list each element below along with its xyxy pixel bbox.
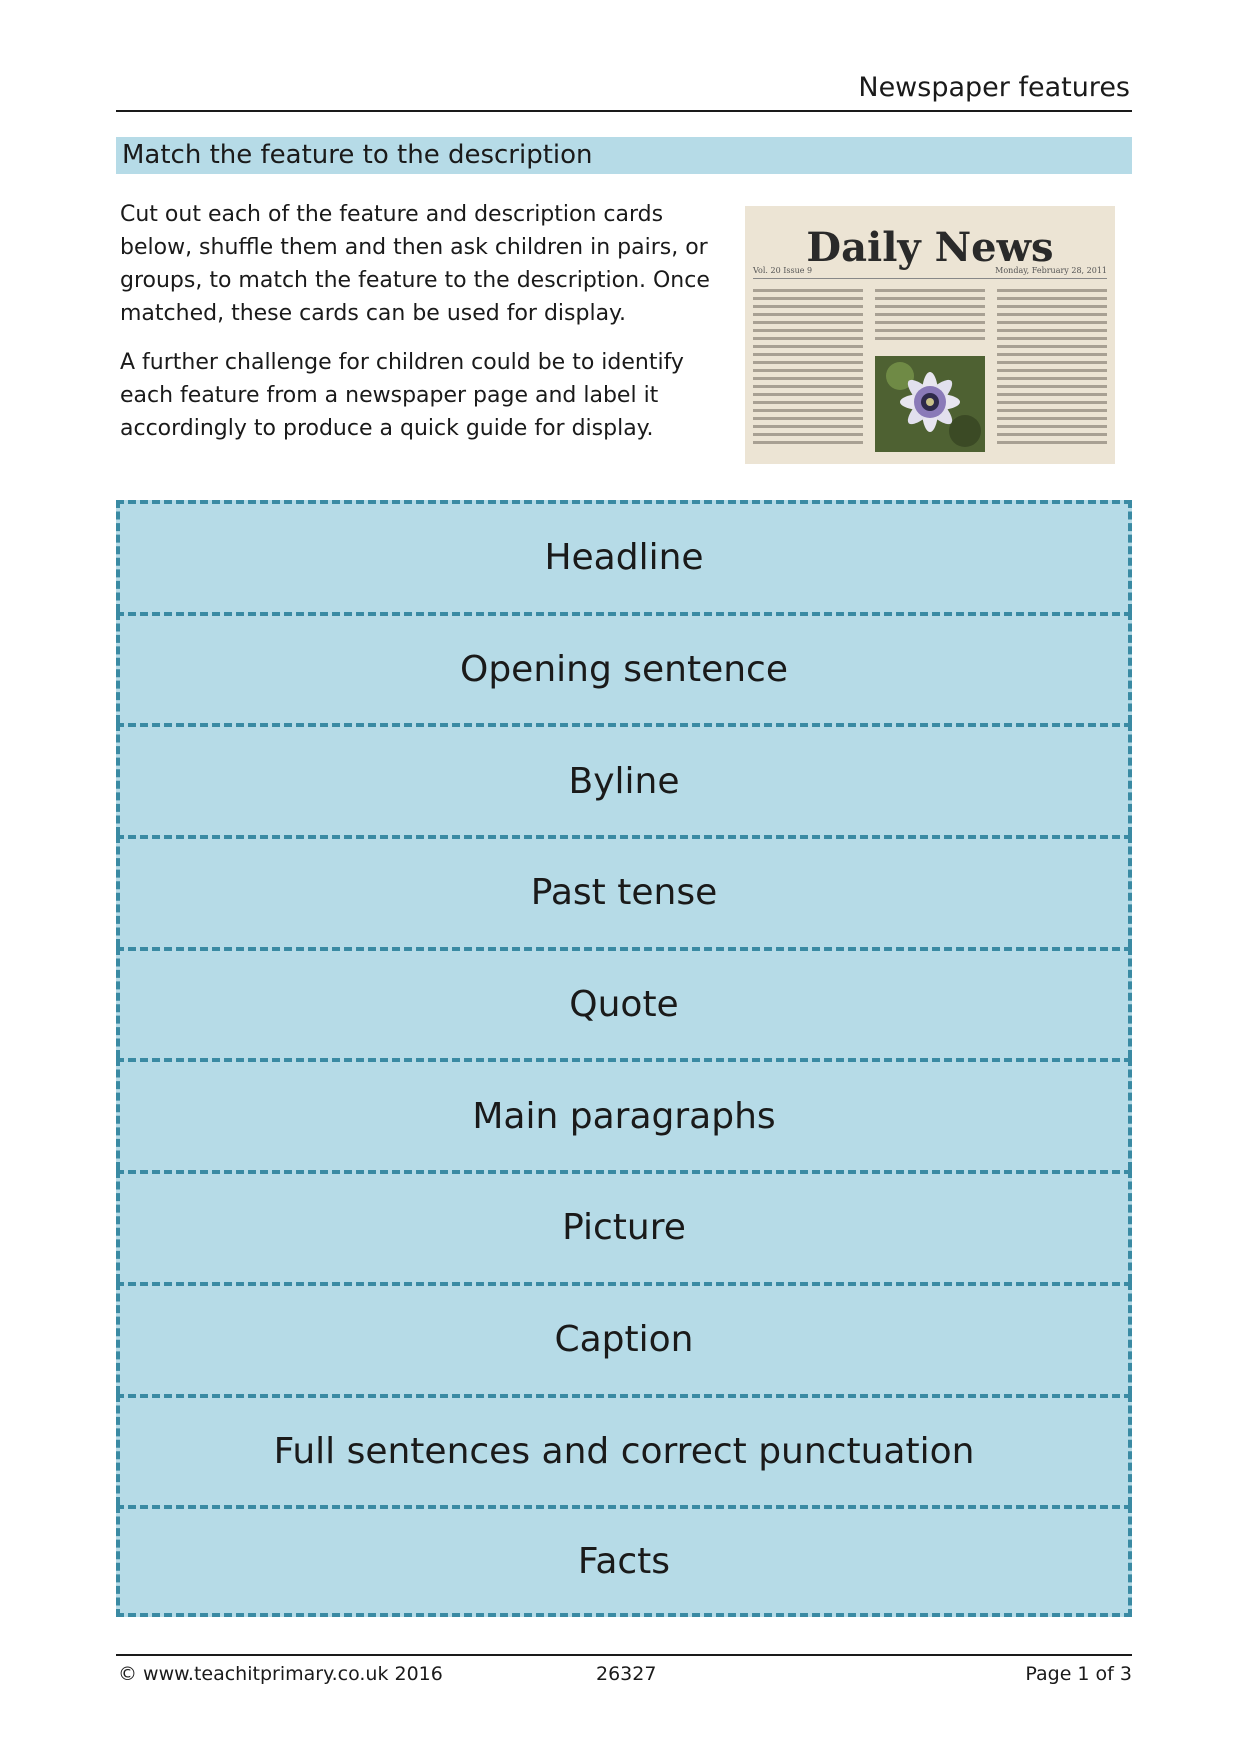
feature-card: Full sentences and correct punctuation <box>116 1394 1132 1506</box>
newspaper-masthead: Daily News <box>806 224 1054 271</box>
feature-cards <box>116 500 1132 1617</box>
feature-card: Facts <box>116 1505 1132 1617</box>
footer-copyright: © www.teachitprimary.co.uk 2016 <box>118 1663 443 1685</box>
feature-card: Caption <box>116 1282 1132 1394</box>
newspaper-rule <box>753 278 1107 279</box>
footer-resource-code: 26327 <box>596 1663 657 1685</box>
newspaper-flower-photo <box>875 356 985 452</box>
feature-card: Headline <box>116 500 1132 612</box>
feature-card: Main paragraphs <box>116 1058 1132 1170</box>
newspaper-issue: Vol. 20 Issue 9 <box>753 266 813 275</box>
section-heading: Match the feature to the description <box>122 140 593 170</box>
footer-divider <box>116 1654 1132 1656</box>
feature-card: Quote <box>116 947 1132 1059</box>
newspaper-image <box>745 206 1115 464</box>
section-heading-bar <box>116 137 1132 174</box>
newspaper-column-3 <box>997 284 1107 459</box>
intro-text <box>120 198 720 461</box>
feature-card: Opening sentence <box>116 612 1132 724</box>
newspaper-column-1 <box>753 284 863 459</box>
newspaper-date: Monday, February 28, 2011 <box>995 266 1107 275</box>
feature-card: Picture <box>116 1170 1132 1282</box>
intro-paragraph-1: Cut out each of the feature and description cards below, shuffle them and then ask children in pairs, or groups, to match the feature to the description. Once matched, these cards can be used for display. <box>120 202 710 326</box>
feature-card: Past tense <box>116 835 1132 947</box>
page-header-title: Newspaper features <box>858 72 1130 103</box>
header-divider <box>116 110 1132 112</box>
newspaper-column-2 <box>875 284 985 350</box>
intro-paragraph-2: A further challenge for children could be to identify each feature from a newspaper page and label it accordingly to produce a quick guide for display. <box>120 350 684 441</box>
footer-page-number: Page 1 of 3 <box>1025 1663 1132 1685</box>
feature-card: Byline <box>116 723 1132 835</box>
